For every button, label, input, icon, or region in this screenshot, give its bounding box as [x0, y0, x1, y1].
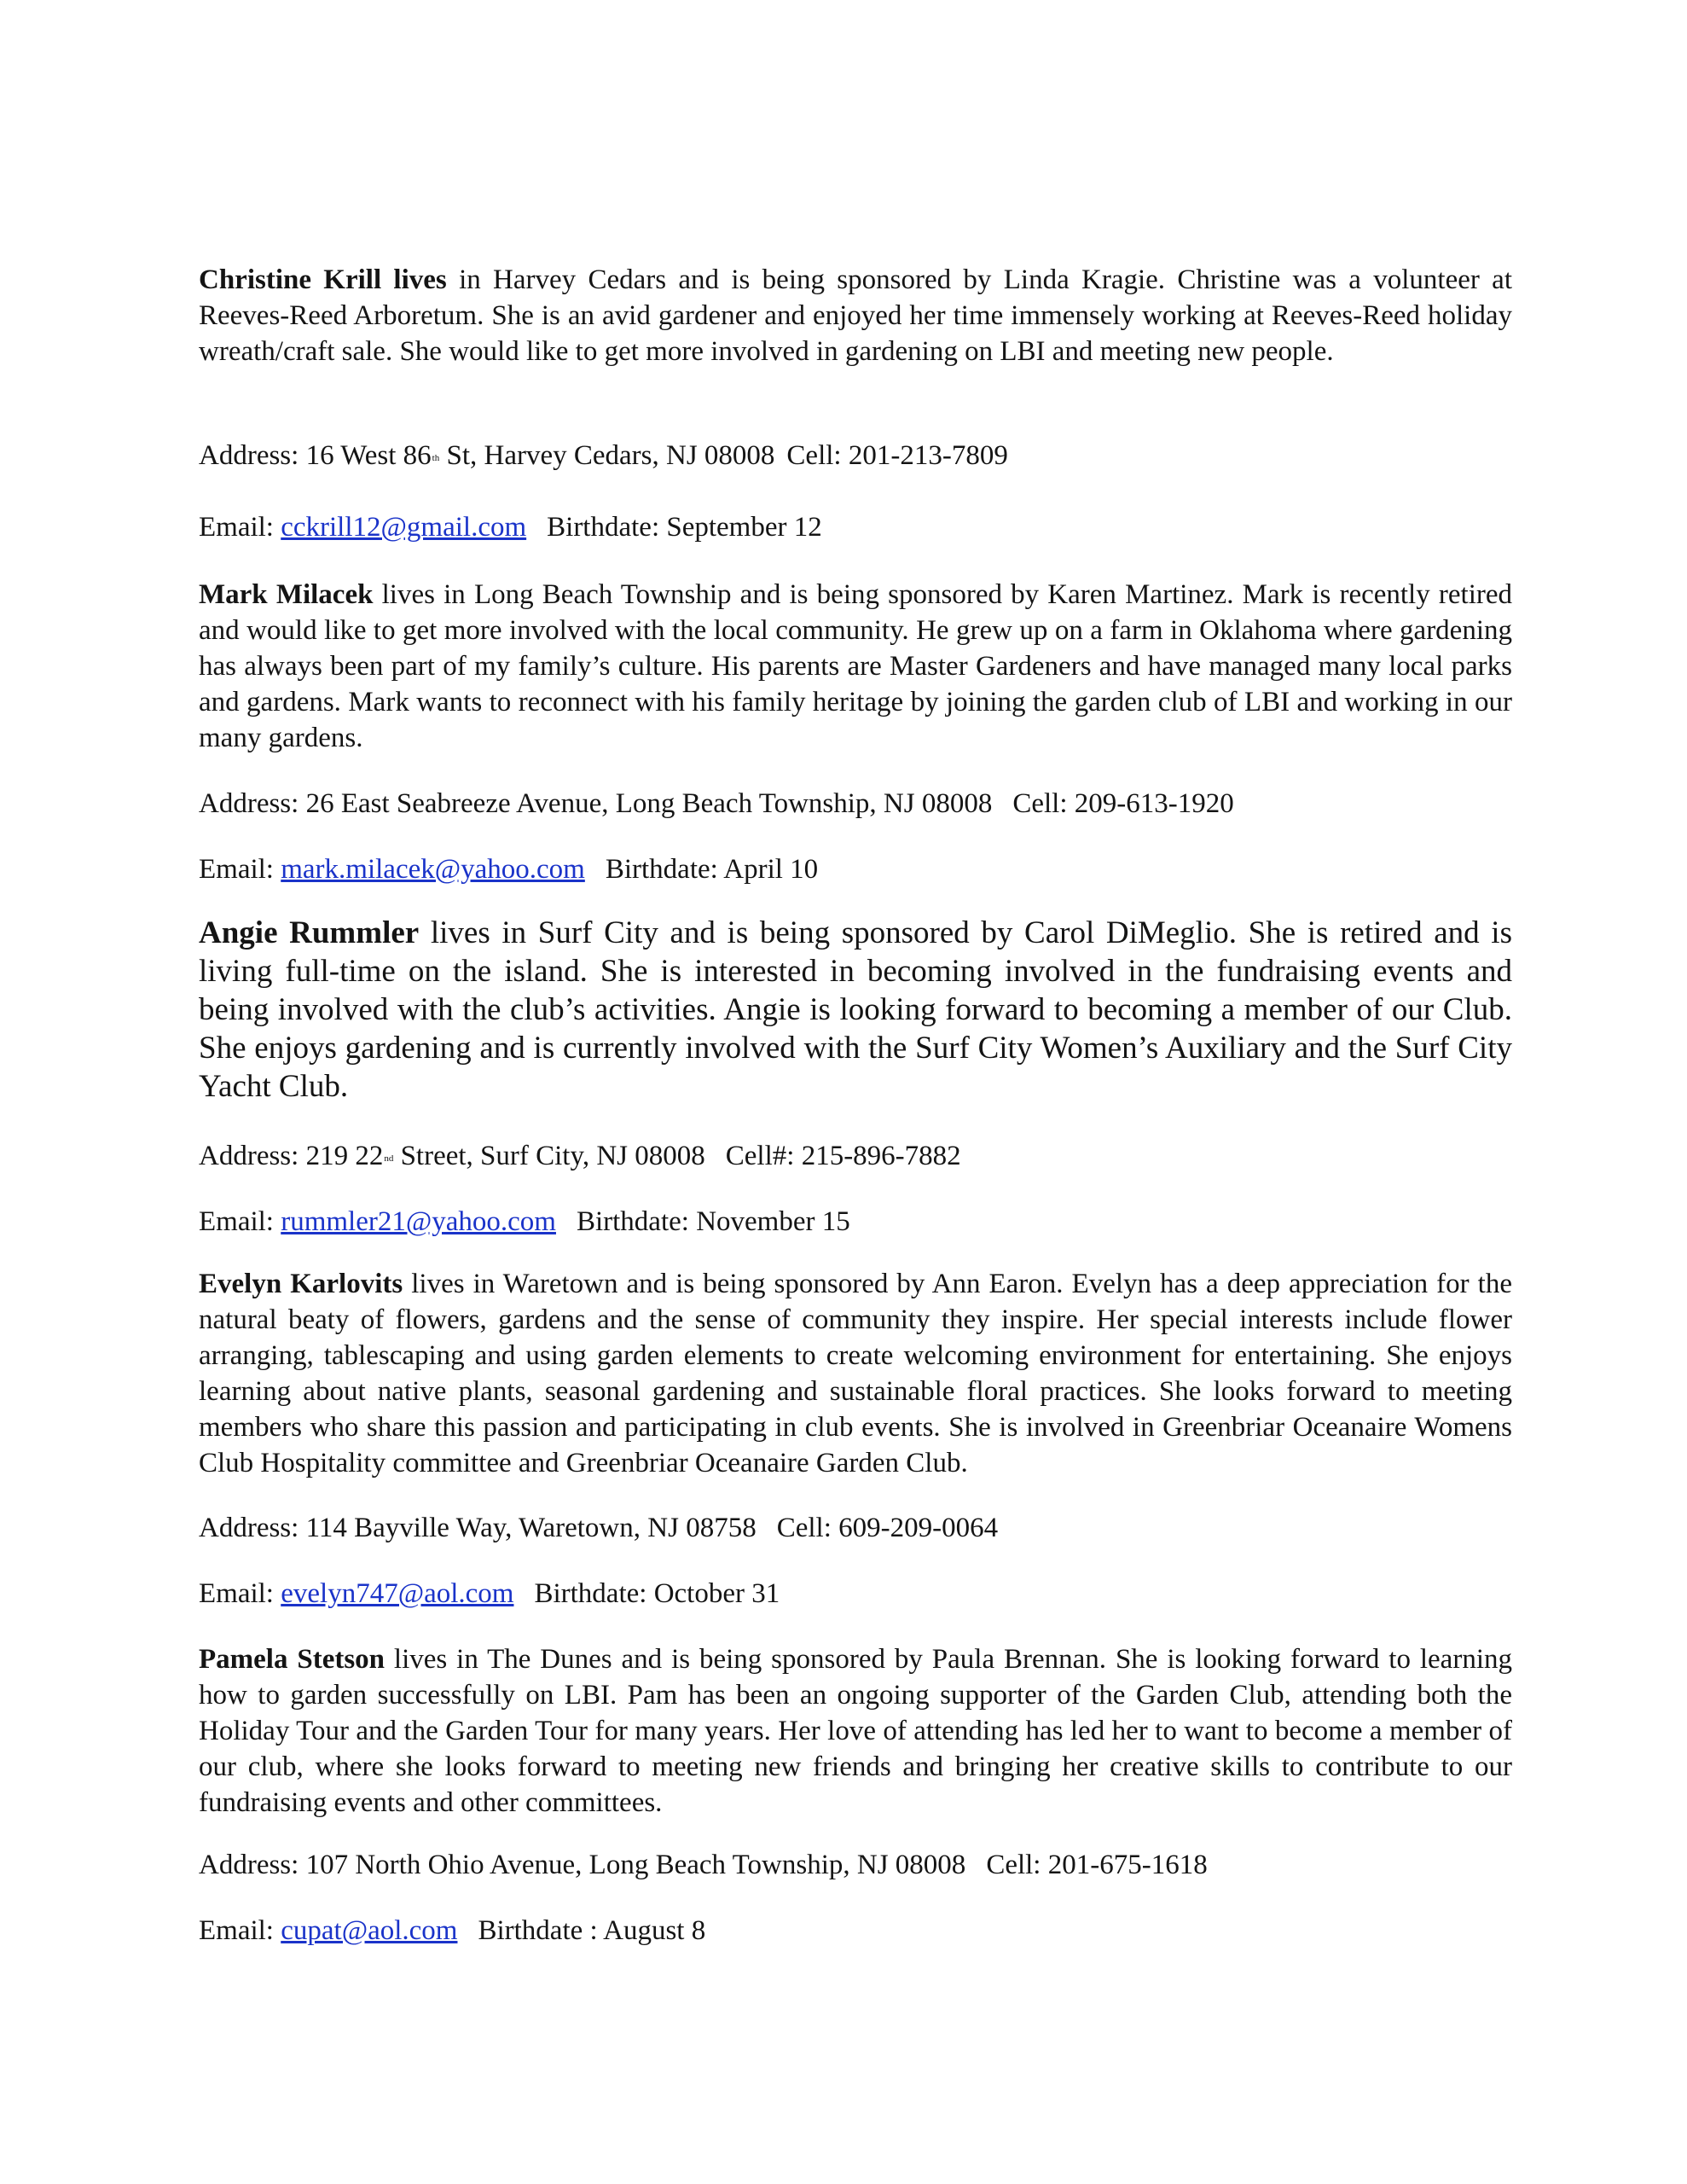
birthdate-label: Birthdate:: [547, 512, 660, 543]
member-address-line: [199, 1847, 1512, 1883]
birthdate-label: Birthdate :: [478, 1915, 598, 1946]
address-text: 107 North Ohio Avenue, Long Beach Township, NJ 08008: [305, 1850, 966, 1880]
member-name: Christine Krill lives: [199, 264, 447, 295]
email-label: Email:: [199, 854, 274, 885]
cell-number: 215-896-7882: [801, 1141, 961, 1171]
address-text: 219 22: [305, 1141, 384, 1171]
member-bio-text: lives in Waretown and is being sponsored by Ann Earon. Evelyn has a deep appreciation for the natural beaty of flowers, gardens and the sense of community they inspire. Her special interests include flower arranging, tablescaping and using garden elements to create welcoming environment for entertaining. She enjoys learning about native plants, seasonal gardening and sustainable floral practices. She looks forward to meeting members who share this passion and participating in club events. She is involved in Greenbriar Oceanaire Womens Club Hospitality committee and Greenbriar Oceanaire Garden Club.: [199, 1269, 1512, 1478]
member-address-line: [199, 786, 1512, 822]
email-link[interactable]: cckrill12@gmail.com: [281, 512, 527, 543]
member-bio-text: lives in Surf City and is being sponsored by Carol DiMeglio. She is retired and is living full-time on the island. She is interested in becoming involved in the fundraising events and being involved with the club’s activities. Angie is looking forward to becoming a member of our Club. She enjoys gardening and is currently involved with the Surf City Women’s Auxiliary and the Surf City Yacht Club.: [199, 915, 1512, 1104]
birthdate-value: April 10: [723, 854, 819, 885]
cell-number: 609-209-0064: [838, 1513, 999, 1543]
member-bio-pamela-stetson: [199, 1641, 1512, 1821]
address-label: Address:: [199, 788, 299, 819]
member-email-line: [199, 509, 1512, 545]
member-bio-mark-milacek: [199, 577, 1512, 756]
email-label: Email:: [199, 1915, 274, 1946]
member-bio-text: lives in The Dunes and is being sponsored by Paula Brennan. She is looking forward to learning how to garden successfully on LBI. Pam has been an ongoing supporter of the Garden Club, attending both the Holiday Tour and the Garden Tour for many years. Her love of attending has led her to want to become a member of our club, where she looks forward to meeting new friends and bringing her creative skills to contribute to our fundraising events and other committees.: [199, 1644, 1512, 1818]
birthdate-label: Birthdate:: [534, 1578, 647, 1609]
address-label: Address:: [199, 440, 299, 471]
cell-number: 201-213-7809: [848, 440, 1008, 471]
cell-label: Cell:: [1012, 788, 1068, 819]
member-address-line: [199, 1138, 1512, 1174]
address-text-rest: Street, Surf City, NJ 08008: [393, 1141, 705, 1171]
member-bio-text: in Harvey Cedars and is being sponsored by Linda Kragie. Christine was a volunteer at Reeves-Reed Arboretum. She is an avid gardener and enjoyed her time immensely working at Reeves-Reed holiday wreath/craft sale. She would like to get more involved in gardening on LBI and meeting new people.: [199, 264, 1512, 367]
address-ordinal: th: [432, 453, 440, 463]
birthdate-value: November 15: [696, 1206, 850, 1237]
member-bio-text: lives in Long Beach Township and is being sponsored by Karen Martinez. Mark is recently retired and would like to get more involved with the local community. He grew up on a farm in Oklahoma where gardening has always been part of my family’s culture. His parents are Master Gardeners and have managed many local parks and gardens. Mark wants to reconnect with his family heritage by joining the garden club of LBI and working in our many gardens.: [199, 579, 1512, 753]
birthdate-label: Birthdate:: [576, 1206, 689, 1237]
cell-number: 209-613-1920: [1074, 788, 1234, 819]
email-label: Email:: [199, 1578, 274, 1609]
address-label: Address:: [199, 1850, 299, 1880]
member-address-line: [199, 438, 1512, 473]
birthdate-label: Birthdate:: [605, 854, 718, 885]
address-text-rest: St, Harvey Cedars, NJ 08008: [439, 440, 775, 471]
email-link[interactable]: evelyn747@aol.com: [281, 1578, 514, 1609]
birthdate-value: August 8: [603, 1915, 706, 1946]
member-name: Angie Rummler: [199, 915, 420, 950]
member-name: Mark Milacek: [199, 579, 374, 610]
cell-label: Cell:: [786, 440, 842, 471]
email-link[interactable]: mark.milacek@yahoo.com: [281, 854, 585, 885]
address-label: Address:: [199, 1141, 299, 1171]
address-text: 16 West 86: [305, 440, 432, 471]
address-text: 114 Bayville Way, Waretown, NJ 08758: [305, 1513, 757, 1543]
member-name: Evelyn Karlovits: [199, 1269, 403, 1299]
member-bio-evelyn-karlovits: [199, 1266, 1512, 1481]
member-email-line: [199, 1576, 1512, 1612]
cell-label: Cell:: [776, 1513, 832, 1543]
member-email-line: [199, 851, 1512, 887]
member-name: Pamela Stetson: [199, 1644, 386, 1675]
address-text: 26 East Seabreeze Avenue, Long Beach Township, NJ 08008: [305, 788, 993, 819]
address-ordinal: nd: [384, 1153, 394, 1164]
member-email-line: [199, 1204, 1512, 1240]
cell-label: Cell#:: [725, 1141, 795, 1171]
member-address-line: [199, 1510, 1512, 1546]
member-bio-angie-rummler: [199, 914, 1512, 1106]
email-label: Email:: [199, 1206, 274, 1237]
birthdate-value: September 12: [666, 512, 822, 543]
email-link[interactable]: cupat@aol.com: [281, 1915, 458, 1946]
member-bio-christine-krill: [199, 262, 1512, 369]
cell-label: Cell:: [986, 1850, 1041, 1880]
member-email-line: [199, 1913, 1512, 1949]
address-label: Address:: [199, 1513, 299, 1543]
birthdate-value: October 31: [653, 1578, 780, 1609]
email-link[interactable]: rummler21@yahoo.com: [281, 1206, 556, 1237]
email-label: Email:: [199, 512, 274, 543]
cell-number: 201-675-1618: [1047, 1850, 1208, 1880]
